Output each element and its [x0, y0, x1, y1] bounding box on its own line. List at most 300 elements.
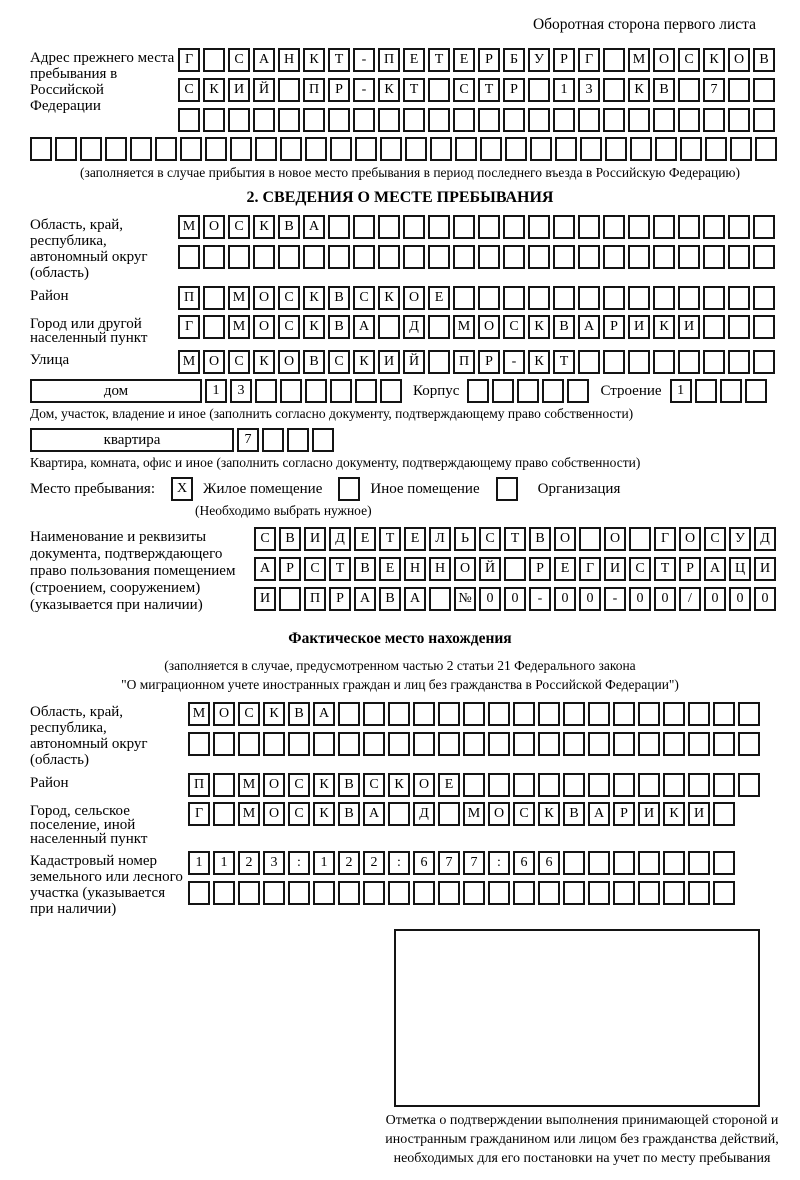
- form-cell[interactable]: [30, 137, 52, 161]
- form-cell[interactable]: Д: [413, 802, 435, 826]
- form-cell[interactable]: И: [678, 315, 700, 339]
- form-cell[interactable]: В: [529, 527, 551, 551]
- form-cell[interactable]: Н: [429, 557, 451, 581]
- form-cell[interactable]: 3: [230, 379, 252, 403]
- form-cell[interactable]: [713, 732, 735, 756]
- form-cell[interactable]: [738, 732, 760, 756]
- form-cell[interactable]: О: [263, 773, 285, 797]
- form-cell[interactable]: О: [554, 527, 576, 551]
- form-cell[interactable]: М: [463, 802, 485, 826]
- form-cell[interactable]: 6: [513, 851, 535, 875]
- form-cell[interactable]: [263, 732, 285, 756]
- form-cell[interactable]: [388, 881, 410, 905]
- form-cell[interactable]: [713, 802, 735, 826]
- form-cell[interactable]: С: [353, 286, 375, 310]
- form-cell[interactable]: К: [303, 286, 325, 310]
- form-cell[interactable]: О: [653, 48, 675, 72]
- form-cell[interactable]: М: [188, 702, 210, 726]
- form-cell[interactable]: [555, 137, 577, 161]
- form-cell[interactable]: [578, 245, 600, 269]
- form-cell[interactable]: А: [588, 802, 610, 826]
- form-cell[interactable]: В: [753, 48, 775, 72]
- form-cell[interactable]: [663, 773, 685, 797]
- checkbox-organization[interactable]: [496, 477, 518, 501]
- form-cell[interactable]: К: [253, 215, 275, 239]
- form-cell[interactable]: М: [238, 773, 260, 797]
- form-cell[interactable]: О: [478, 315, 500, 339]
- form-cell[interactable]: Г: [178, 315, 200, 339]
- form-cell[interactable]: [253, 108, 275, 132]
- form-cell[interactable]: [728, 350, 750, 374]
- form-cell[interactable]: С: [254, 527, 276, 551]
- form-cell[interactable]: [353, 245, 375, 269]
- form-cell[interactable]: -: [604, 587, 626, 611]
- form-cell[interactable]: [262, 428, 284, 452]
- form-cell[interactable]: С: [678, 48, 700, 72]
- form-cell[interactable]: [378, 108, 400, 132]
- form-cell[interactable]: [130, 137, 152, 161]
- form-cell[interactable]: [713, 881, 735, 905]
- form-cell[interactable]: [613, 702, 635, 726]
- form-cell[interactable]: К: [388, 773, 410, 797]
- form-cell[interactable]: М: [178, 350, 200, 374]
- form-cell[interactable]: [255, 379, 277, 403]
- form-cell[interactable]: 6: [413, 851, 435, 875]
- form-cell[interactable]: В: [379, 587, 401, 611]
- form-cell[interactable]: [567, 379, 589, 403]
- form-cell[interactable]: А: [404, 587, 426, 611]
- form-cell[interactable]: Д: [329, 527, 351, 551]
- form-cell[interactable]: [517, 379, 539, 403]
- form-cell[interactable]: [538, 702, 560, 726]
- form-cell[interactable]: А: [353, 315, 375, 339]
- form-cell[interactable]: Т: [504, 527, 526, 551]
- form-cell[interactable]: К: [628, 78, 650, 102]
- form-cell[interactable]: [203, 286, 225, 310]
- form-cell[interactable]: П: [188, 773, 210, 797]
- form-cell[interactable]: 3: [263, 851, 285, 875]
- form-cell[interactable]: [55, 137, 77, 161]
- form-cell[interactable]: С: [228, 350, 250, 374]
- form-cell[interactable]: [513, 881, 535, 905]
- form-cell[interactable]: Й: [253, 78, 275, 102]
- form-cell[interactable]: В: [553, 315, 575, 339]
- form-cell[interactable]: [280, 379, 302, 403]
- form-cell[interactable]: [655, 137, 677, 161]
- form-cell[interactable]: [603, 78, 625, 102]
- form-cell[interactable]: [213, 802, 235, 826]
- form-cell[interactable]: К: [313, 802, 335, 826]
- form-cell[interactable]: А: [578, 315, 600, 339]
- form-cell[interactable]: [613, 732, 635, 756]
- form-cell[interactable]: [288, 732, 310, 756]
- form-cell[interactable]: [538, 773, 560, 797]
- form-cell[interactable]: [663, 881, 685, 905]
- form-cell[interactable]: [280, 137, 302, 161]
- form-cell[interactable]: [728, 108, 750, 132]
- form-cell[interactable]: [403, 245, 425, 269]
- form-cell[interactable]: [578, 286, 600, 310]
- form-cell[interactable]: О: [604, 527, 626, 551]
- form-cell[interactable]: [528, 78, 550, 102]
- form-cell[interactable]: [428, 215, 450, 239]
- form-cell[interactable]: [312, 428, 334, 452]
- form-cell[interactable]: Е: [379, 557, 401, 581]
- form-cell[interactable]: [478, 108, 500, 132]
- form-cell[interactable]: П: [304, 587, 326, 611]
- form-cell[interactable]: [653, 108, 675, 132]
- form-cell[interactable]: :: [288, 851, 310, 875]
- form-cell[interactable]: К: [378, 286, 400, 310]
- form-cell[interactable]: В: [338, 773, 360, 797]
- form-cell[interactable]: [505, 137, 527, 161]
- form-cell[interactable]: [363, 732, 385, 756]
- form-cell[interactable]: [613, 881, 635, 905]
- form-cell[interactable]: О: [403, 286, 425, 310]
- form-cell[interactable]: [205, 137, 227, 161]
- form-cell[interactable]: [713, 702, 735, 726]
- form-cell[interactable]: В: [279, 527, 301, 551]
- form-cell[interactable]: Т: [428, 48, 450, 72]
- form-cell[interactable]: [678, 215, 700, 239]
- form-cell[interactable]: 7: [463, 851, 485, 875]
- form-cell[interactable]: [578, 215, 600, 239]
- form-cell[interactable]: [728, 245, 750, 269]
- form-cell[interactable]: [628, 350, 650, 374]
- form-cell[interactable]: С: [178, 78, 200, 102]
- form-cell[interactable]: [430, 137, 452, 161]
- form-cell[interactable]: [755, 137, 777, 161]
- form-cell[interactable]: Р: [613, 802, 635, 826]
- form-cell[interactable]: [553, 108, 575, 132]
- form-cell[interactable]: [478, 245, 500, 269]
- form-cell[interactable]: К: [253, 350, 275, 374]
- form-cell[interactable]: [528, 286, 550, 310]
- form-cell[interactable]: [738, 773, 760, 797]
- form-cell[interactable]: [678, 350, 700, 374]
- form-cell[interactable]: О: [488, 802, 510, 826]
- form-cell[interactable]: [492, 379, 514, 403]
- form-cell[interactable]: С: [238, 702, 260, 726]
- form-cell[interactable]: -: [529, 587, 551, 611]
- form-cell[interactable]: [603, 48, 625, 72]
- form-cell[interactable]: [503, 245, 525, 269]
- form-cell[interactable]: [355, 137, 377, 161]
- form-cell[interactable]: И: [378, 350, 400, 374]
- form-cell[interactable]: [338, 732, 360, 756]
- form-cell[interactable]: Р: [328, 78, 350, 102]
- form-cell[interactable]: [653, 350, 675, 374]
- form-cell[interactable]: Н: [278, 48, 300, 72]
- form-cell[interactable]: [513, 702, 535, 726]
- form-cell[interactable]: С: [228, 48, 250, 72]
- form-cell[interactable]: [378, 215, 400, 239]
- form-cell[interactable]: О: [203, 350, 225, 374]
- form-cell[interactable]: [355, 379, 377, 403]
- form-cell[interactable]: Ц: [729, 557, 751, 581]
- form-cell[interactable]: [628, 286, 650, 310]
- form-cell[interactable]: -: [353, 48, 375, 72]
- form-cell[interactable]: [629, 527, 651, 551]
- form-cell[interactable]: О: [413, 773, 435, 797]
- form-cell[interactable]: [203, 245, 225, 269]
- form-cell[interactable]: [478, 286, 500, 310]
- form-cell[interactable]: [388, 732, 410, 756]
- form-cell[interactable]: [720, 379, 742, 403]
- form-cell[interactable]: [603, 286, 625, 310]
- form-cell[interactable]: [553, 245, 575, 269]
- form-cell[interactable]: 7: [703, 78, 725, 102]
- form-cell[interactable]: [730, 137, 752, 161]
- form-cell[interactable]: [503, 108, 525, 132]
- form-cell[interactable]: Л: [429, 527, 451, 551]
- form-cell[interactable]: [705, 137, 727, 161]
- form-cell[interactable]: С: [228, 215, 250, 239]
- form-cell[interactable]: 0: [704, 587, 726, 611]
- form-cell[interactable]: К: [538, 802, 560, 826]
- form-cell[interactable]: О: [454, 557, 476, 581]
- form-cell[interactable]: С: [328, 350, 350, 374]
- form-cell[interactable]: М: [178, 215, 200, 239]
- form-cell[interactable]: [438, 881, 460, 905]
- form-cell[interactable]: [463, 773, 485, 797]
- form-cell[interactable]: Е: [403, 48, 425, 72]
- form-cell[interactable]: Т: [478, 78, 500, 102]
- form-cell[interactable]: [703, 245, 725, 269]
- form-cell[interactable]: [380, 137, 402, 161]
- form-cell[interactable]: [563, 732, 585, 756]
- form-cell[interactable]: Е: [554, 557, 576, 581]
- form-cell[interactable]: [338, 702, 360, 726]
- form-cell[interactable]: Е: [438, 773, 460, 797]
- form-cell[interactable]: [213, 732, 235, 756]
- form-cell[interactable]: [538, 732, 560, 756]
- form-cell[interactable]: С: [629, 557, 651, 581]
- form-cell[interactable]: [653, 215, 675, 239]
- form-cell[interactable]: [663, 702, 685, 726]
- form-cell[interactable]: [688, 851, 710, 875]
- form-cell[interactable]: [638, 732, 660, 756]
- form-cell[interactable]: Р: [553, 48, 575, 72]
- form-cell[interactable]: [363, 881, 385, 905]
- form-cell[interactable]: Г: [654, 527, 676, 551]
- form-cell[interactable]: А: [253, 48, 275, 72]
- form-cell[interactable]: [228, 245, 250, 269]
- form-cell[interactable]: [305, 137, 327, 161]
- form-cell[interactable]: [413, 881, 435, 905]
- form-cell[interactable]: Т: [403, 78, 425, 102]
- form-cell[interactable]: Т: [553, 350, 575, 374]
- form-cell[interactable]: [453, 286, 475, 310]
- form-cell[interactable]: О: [728, 48, 750, 72]
- form-cell[interactable]: [703, 286, 725, 310]
- form-cell[interactable]: [288, 881, 310, 905]
- form-cell[interactable]: [203, 315, 225, 339]
- form-cell[interactable]: [753, 350, 775, 374]
- form-cell[interactable]: Р: [279, 557, 301, 581]
- form-cell[interactable]: К: [663, 802, 685, 826]
- form-cell[interactable]: [428, 245, 450, 269]
- form-cell[interactable]: [488, 732, 510, 756]
- form-cell[interactable]: О: [213, 702, 235, 726]
- form-cell[interactable]: П: [303, 78, 325, 102]
- form-cell[interactable]: 2: [338, 851, 360, 875]
- form-cell[interactable]: [528, 108, 550, 132]
- form-cell[interactable]: С: [513, 802, 535, 826]
- form-cell[interactable]: [588, 851, 610, 875]
- form-cell[interactable]: -: [353, 78, 375, 102]
- form-cell[interactable]: А: [363, 802, 385, 826]
- form-cell[interactable]: [753, 108, 775, 132]
- form-cell[interactable]: [728, 78, 750, 102]
- form-cell[interactable]: В: [354, 557, 376, 581]
- form-cell[interactable]: [680, 137, 702, 161]
- form-cell[interactable]: [513, 773, 535, 797]
- form-cell[interactable]: [542, 379, 564, 403]
- checkbox-other-premises[interactable]: [338, 477, 360, 501]
- form-cell[interactable]: С: [288, 773, 310, 797]
- form-cell[interactable]: [528, 245, 550, 269]
- form-cell[interactable]: [403, 215, 425, 239]
- form-cell[interactable]: [563, 773, 585, 797]
- form-cell[interactable]: [155, 137, 177, 161]
- form-cell[interactable]: С: [704, 527, 726, 551]
- form-cell[interactable]: С: [479, 527, 501, 551]
- form-cell[interactable]: Д: [403, 315, 425, 339]
- form-cell[interactable]: -: [503, 350, 525, 374]
- form-cell[interactable]: М: [228, 286, 250, 310]
- form-cell[interactable]: И: [228, 78, 250, 102]
- form-cell[interactable]: К: [528, 350, 550, 374]
- form-cell[interactable]: [580, 137, 602, 161]
- form-cell[interactable]: Т: [329, 557, 351, 581]
- form-cell[interactable]: [678, 245, 700, 269]
- form-cell[interactable]: Е: [453, 48, 475, 72]
- form-cell[interactable]: Р: [503, 78, 525, 102]
- form-cell[interactable]: [728, 215, 750, 239]
- form-cell[interactable]: К: [263, 702, 285, 726]
- form-cell[interactable]: [353, 215, 375, 239]
- form-cell[interactable]: 0: [579, 587, 601, 611]
- form-cell[interactable]: [328, 245, 350, 269]
- form-cell[interactable]: [695, 379, 717, 403]
- form-cell[interactable]: [287, 428, 309, 452]
- form-cell[interactable]: [563, 851, 585, 875]
- form-cell[interactable]: [429, 587, 451, 611]
- form-cell[interactable]: Р: [529, 557, 551, 581]
- form-cell[interactable]: [688, 732, 710, 756]
- form-cell[interactable]: [405, 137, 427, 161]
- form-cell[interactable]: [438, 802, 460, 826]
- form-cell[interactable]: [263, 881, 285, 905]
- form-cell[interactable]: :: [388, 851, 410, 875]
- form-cell[interactable]: [513, 732, 535, 756]
- form-cell[interactable]: [213, 881, 235, 905]
- form-cell[interactable]: Т: [654, 557, 676, 581]
- form-cell[interactable]: [188, 732, 210, 756]
- form-cell[interactable]: Р: [329, 587, 351, 611]
- form-cell[interactable]: В: [303, 350, 325, 374]
- form-cell[interactable]: У: [729, 527, 751, 551]
- form-cell[interactable]: П: [453, 350, 475, 374]
- form-cell[interactable]: С: [503, 315, 525, 339]
- form-cell[interactable]: :: [488, 851, 510, 875]
- form-cell[interactable]: [728, 315, 750, 339]
- form-cell[interactable]: [703, 315, 725, 339]
- form-cell[interactable]: [628, 108, 650, 132]
- form-cell[interactable]: А: [354, 587, 376, 611]
- form-cell[interactable]: Б: [503, 48, 525, 72]
- form-cell[interactable]: [428, 315, 450, 339]
- form-cell[interactable]: [279, 587, 301, 611]
- form-cell[interactable]: [453, 215, 475, 239]
- form-cell[interactable]: Т: [328, 48, 350, 72]
- form-cell[interactable]: [578, 350, 600, 374]
- form-cell[interactable]: М: [238, 802, 260, 826]
- form-cell[interactable]: [428, 350, 450, 374]
- form-cell[interactable]: 1: [205, 379, 227, 403]
- form-cell[interactable]: [413, 732, 435, 756]
- form-cell[interactable]: [278, 78, 300, 102]
- form-cell[interactable]: [428, 108, 450, 132]
- form-cell[interactable]: С: [278, 286, 300, 310]
- form-cell[interactable]: [303, 245, 325, 269]
- form-cell[interactable]: [488, 881, 510, 905]
- form-cell[interactable]: [463, 732, 485, 756]
- form-cell[interactable]: [105, 137, 127, 161]
- form-cell[interactable]: [663, 851, 685, 875]
- form-cell[interactable]: Р: [478, 48, 500, 72]
- form-cell[interactable]: О: [278, 350, 300, 374]
- form-cell[interactable]: [438, 702, 460, 726]
- form-cell[interactable]: Ь: [454, 527, 476, 551]
- form-cell[interactable]: К: [353, 350, 375, 374]
- form-cell[interactable]: С: [363, 773, 385, 797]
- form-cell[interactable]: [588, 773, 610, 797]
- form-cell[interactable]: Е: [354, 527, 376, 551]
- form-cell[interactable]: Д: [754, 527, 776, 551]
- form-cell[interactable]: И: [604, 557, 626, 581]
- form-cell[interactable]: [653, 245, 675, 269]
- form-cell[interactable]: [745, 379, 767, 403]
- form-cell[interactable]: [538, 881, 560, 905]
- form-cell[interactable]: [255, 137, 277, 161]
- form-cell[interactable]: [313, 732, 335, 756]
- form-cell[interactable]: Г: [178, 48, 200, 72]
- form-cell[interactable]: М: [628, 48, 650, 72]
- form-cell[interactable]: [628, 245, 650, 269]
- form-cell[interactable]: [330, 137, 352, 161]
- form-cell[interactable]: 7: [237, 428, 259, 452]
- form-cell[interactable]: [504, 557, 526, 581]
- form-cell[interactable]: [753, 245, 775, 269]
- form-cell[interactable]: [503, 286, 525, 310]
- form-cell[interactable]: [428, 78, 450, 102]
- form-cell[interactable]: 0: [504, 587, 526, 611]
- form-cell[interactable]: [413, 702, 435, 726]
- form-cell[interactable]: В: [288, 702, 310, 726]
- form-cell[interactable]: [628, 215, 650, 239]
- form-cell[interactable]: [180, 137, 202, 161]
- form-cell[interactable]: [553, 286, 575, 310]
- form-cell[interactable]: К: [653, 315, 675, 339]
- form-cell[interactable]: [613, 851, 635, 875]
- form-cell[interactable]: [553, 215, 575, 239]
- form-cell[interactable]: [753, 286, 775, 310]
- form-cell[interactable]: В: [278, 215, 300, 239]
- form-cell[interactable]: [388, 702, 410, 726]
- form-cell[interactable]: [463, 702, 485, 726]
